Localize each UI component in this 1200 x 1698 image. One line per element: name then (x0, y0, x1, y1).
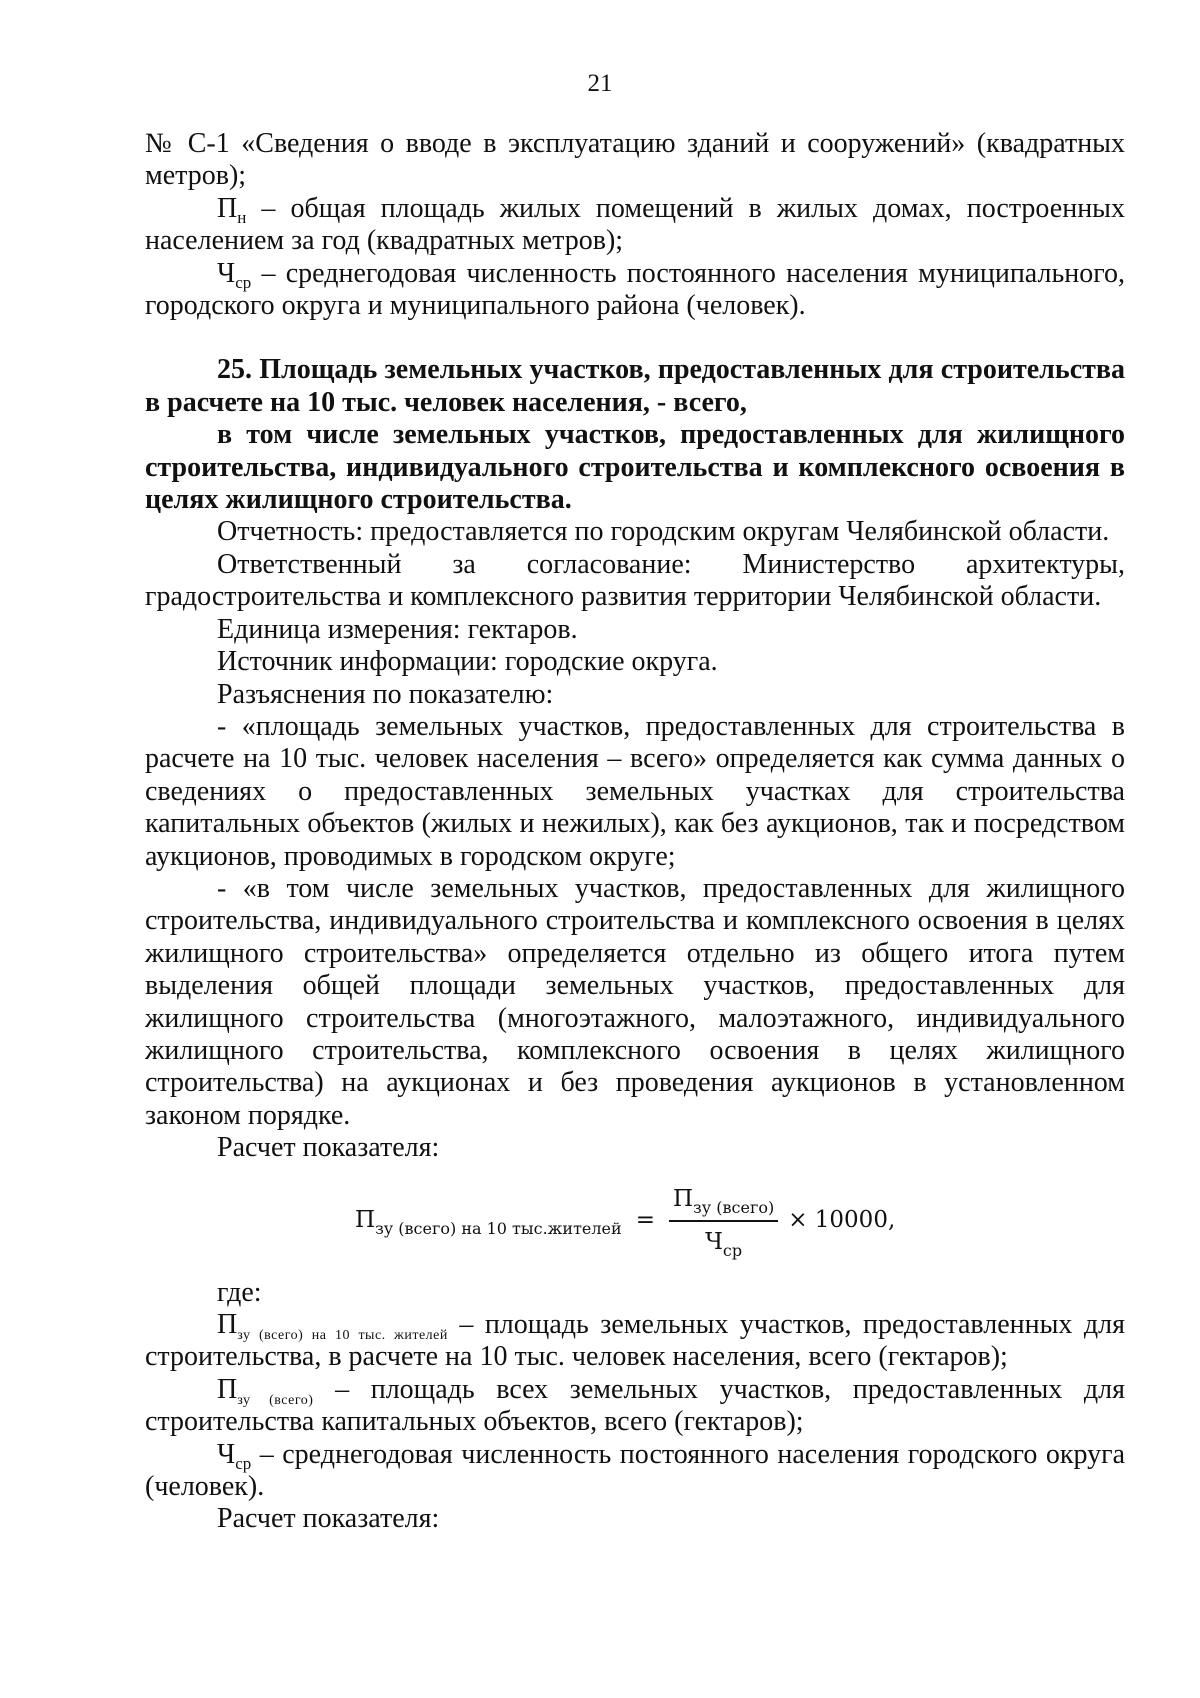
definition-chsr (145, 258, 1125, 323)
unit-line: Единица измерения: гектаров. (217, 613, 578, 645)
formula (145, 1171, 1125, 1271)
reporting-line: Отчетность: предоставляется по городским округам Челябинской области. (217, 516, 1110, 548)
explanation-item: - «в том числе земельных участков, предоставленных для жилищного строительства, индивидуального строительства и комплексного освоения в целях жилищного строительства» определяется отдельно из общего итога путем выделения общей площади земельных участков, предоставленных для жилищного строительства (многоэтажного, малоэтажного, индивидуального жилищного строительства, комплексного освоения в целях жилищного строительства) на аукционах и без проведения аукционов в установленном законом порядке. (145, 872, 1125, 1131)
definition-text: – общая площадь жилых помещений в жилых домах, построенных населением за год (квадратных метров); (145, 192, 1125, 257)
section-heading: 25. Площадь земельных участков, предоставленных для строительства в расчете на 10 тыс. человек населения, - всего, (145, 354, 1125, 418)
paragraph-form-c1: № С-1 «Сведения о вводе в эксплуатацию зданий и сооружений» (квадратных метров); (145, 128, 1125, 192)
subscript: н (237, 207, 247, 227)
subscript: зу (всего) на 10 тыс. жителей (237, 1328, 448, 1343)
document-body (145, 128, 1125, 1536)
subscript: зу (всего) (237, 1392, 314, 1408)
formula-multiplier: × 10000, (788, 1207, 896, 1234)
page-number: 21 (587, 70, 613, 97)
formula-denominator: $Ч_{ср}$ (705, 1228, 743, 1260)
definition-pn (145, 193, 1125, 258)
calculation-title-2: Расчет показателя: (217, 1503, 440, 1535)
definition-text: – среднегодовая численность постоянного населения муниципального, городского округа и муниципального района (человек). (145, 257, 1125, 322)
definition-pzu-per-10k: $П_{зу (всего) на 10 тыс. жителей}$ – площадь земельных участков, предоставленных для строительства, в расчете на 10 тыс. человек населения, всего (гектаров); (145, 1309, 1126, 1373)
definition-chsr-city: $Ч_{ср}$ – среднегодовая численность постоянного населения городского округа (человек). (145, 1438, 1125, 1503)
formula-lhs: $П_{зу (всего) на 10 тыс.жителей}$ (355, 1207, 622, 1239)
subscript: ср (235, 1453, 252, 1473)
formula-numerator: $П_{зу (всего)}$ (669, 1183, 778, 1221)
where-label: где: (217, 1276, 262, 1308)
responsible-line: Ответственный за согласование: Министерство архитектуры, градостроительства и комплексного развития территории Челябинской области. (145, 548, 1125, 613)
explanation-title: Разъяснения по показателю: (217, 678, 554, 710)
explanation-item: - «площадь земельных участков, предоставленных для строительства в расчете на 10 тыс. человек населения – всего» определяется как сумма данных о сведениях о предоставленных земельных участках для строительства капитальных объектов (жилых и нежилых), как без аукционов, так и посредством аукционов, проводимых в городском округе; (145, 710, 1125, 872)
symbol-p: П (217, 192, 238, 224)
formula-fraction (669, 1183, 778, 1258)
formula-equals: = (635, 1207, 655, 1234)
calculation-title: Расчет показателя: (217, 1132, 440, 1164)
symbol-ch: Ч (217, 257, 236, 289)
source-line: Источник информации: городские округа. (217, 646, 718, 678)
subscript: ср (235, 272, 252, 292)
section-subheading: в том числе земельных участков, предоставленных для жилищного строительства, индивидуального строительства и комплексного освоения в целях жилищного строительства. (145, 419, 1125, 516)
definition-pzu-total: $П_{зу (всего)}$ – площадь всех земельных участков, предоставленных для строительства капитальных объектов, всего (гектаров); (145, 1373, 1125, 1438)
